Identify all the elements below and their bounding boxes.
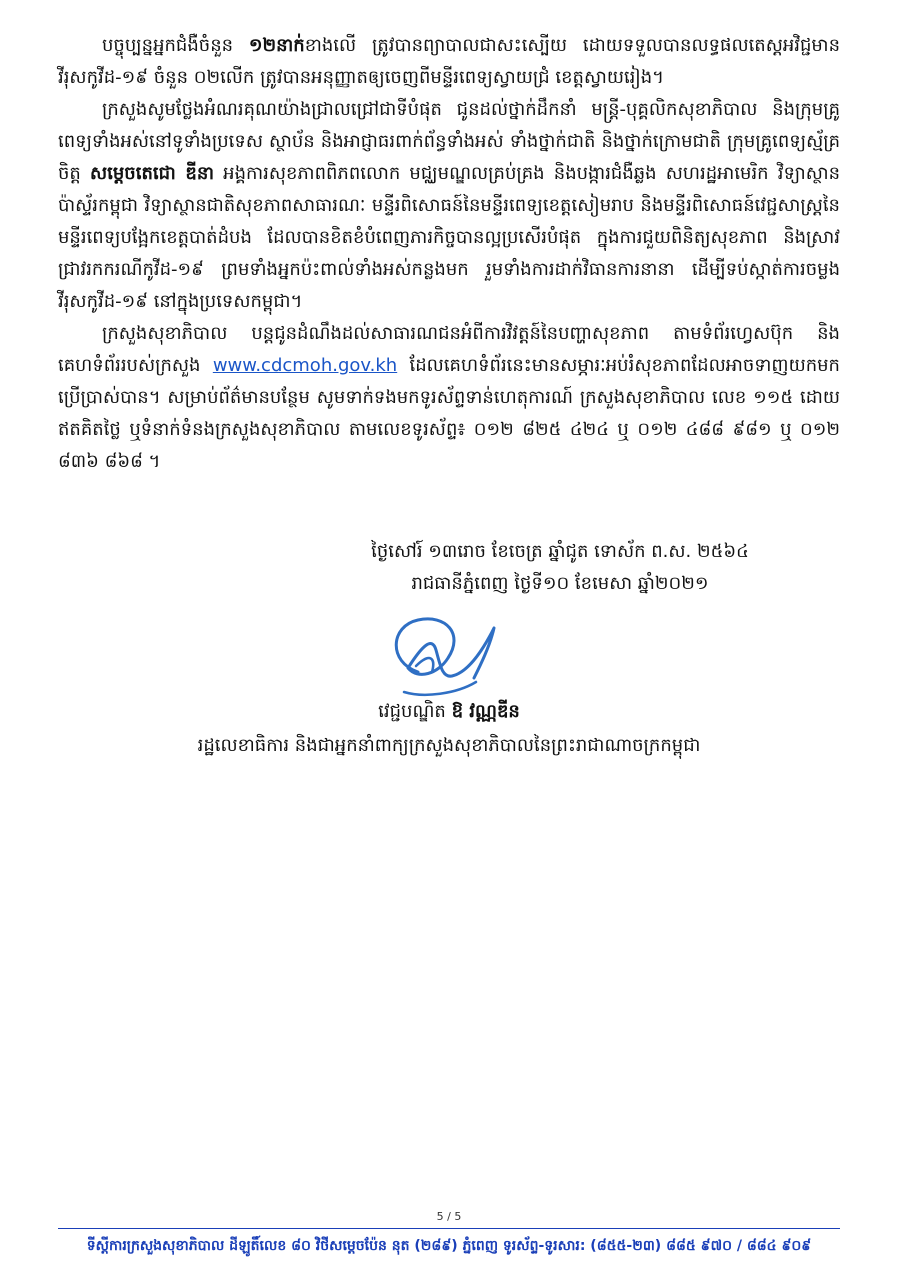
letter-body bbox=[58, 30, 840, 478]
signer-title: រដ្ឋលេខាធិការ និងជាអ្នកនាំពាក្យក្រសួងសុខាភិបាលនៃព្រះរាជាណាចក្រកម្ពុជា bbox=[197, 735, 701, 756]
paragraph-notice-text-1: ក្រសួងសុខាភិបាល បន្តជូនដំណឹងដល់សាធារណជនអំពីការវិវត្តន៍នៃបញ្ហាសុខភាព តាមទំព័រហ្វេសប៊ុក និងគេហទំព័ររបស់ក្រសួង bbox=[58, 323, 840, 376]
signer-name: ឱ វណ្ណឌីន bbox=[451, 701, 520, 722]
page-number: 5 / 5 bbox=[436, 1210, 462, 1223]
paragraph-thanks-text-2: អង្គការសុខភាពពិភពលោក មជ្ឈមណ្ឌលគ្រប់គ្រង និងបង្ការជំងឺឆ្លង សហរដ្ឋអាមេរិក វិទ្យាស្ថានប៉ាស្ទ័រកម្ពុជា វិទ្យាស្ថានជាតិសុខភាពសាធារណៈ មន្ទីរពិសោធន៍នៃមន្ទីរពេទ្យខេត្តសៀមរាប និងមន្ទីរពិសោធន៍វេជ្ជសាស្ត្រនៃមន្ទីរពេទ្យបង្អែកខេត្តបាត់ដំបង ដែលបានខិតខំបំពេញភារកិច្ចបានល្អប្រសើរបំផុត ក្នុងការជួយពិនិត្យសុខភាព និងស្រាវជ្រាវរកករណីកូវីដ-១៩ ព្រមទាំងអ្នកប៉ះពាល់ទាំងអស់កន្លងមក រួមទាំងការដាក់វិធានការនានា ដើម្បីទប់ស្កាត់ការចម្លងវីរុសកូវីដ-១៩ នៅក្នុងប្រទេសកម្ពុជា។ bbox=[58, 163, 840, 312]
signer-prefix: វេជ្ជបណ្ឌិត bbox=[378, 701, 452, 722]
paragraph-recovery bbox=[58, 30, 840, 94]
paragraph-notice-text-2: ដែលគេហទំព័រនេះមានសម្ភារៈអប់រំសុខភាពដែលអាចទាញយកមកប្រើប្រាស់បាន។ សម្រាប់ព័ត៌មានបន្ថែម សូមទាក់ទងមកទូរស័ព្ទទាន់ហេតុការណ៍ ក្រសួងសុខាភិបាល លេខ ១១៥ ដោយឥតគិតថ្លៃ ឬទំនាក់ទំនងក្រសួងសុខាភិបាល តាមលេខទូរស័ព្ទ៖ ០១២ ៨២៥ ៤២៤ ឬ ០១២ ៤៨៨ ៩៨១ ឬ ០១២ ៨៣៦ ៨៦៨ ។ bbox=[58, 355, 840, 472]
paragraph-notice bbox=[58, 318, 840, 478]
volunteer-group-name: សម្តេចតេជោ ឌីនា bbox=[90, 163, 214, 184]
paragraph-thanks bbox=[58, 94, 840, 318]
footer-address: ទីស្តីការក្រសួងសុខាភិបាល ដីឡូតិ៍លេខ ៨០ វិថីសម្តេចប៉ែន នុត (២៨៩) ភ្នំពេញ ទូរស័ព្ទ-ទូរសារ: (៨៥៥-២៣) ៨៨៥ ៩៧០ / ៨៨៤ ៩០៩ bbox=[86, 1238, 812, 1254]
paragraph-recovery-text-2: ខាងលើ ត្រូវបានព្យាបាលជាសះស្បើយ ដោយទទួលបានលទ្ធផលតេស្តអវិជ្ជមានវីរុសកូវីដ-១៩ ចំនួន ០២លើក ត្រូវបានអនុញ្ញាតឲ្យចេញពីមន្ទីរពេទ្យស្វាយជ្រំ ខេត្តស្វាយរៀង។ bbox=[58, 35, 840, 88]
recovered-count: ១២នាក់ bbox=[248, 35, 305, 56]
paragraph-recovery-text-1: បច្ចុប្បន្នអ្នកជំងឺចំនួន bbox=[102, 35, 249, 56]
date-solar: រាជធានីភ្នំពេញ ថ្ងៃទី១០ ខែមេសា ឆ្នាំ២០២១ bbox=[411, 573, 709, 594]
date-lunar: ថ្ងៃសៅរ៍ ១៣រោច ខែចេត្រ ឆ្នាំជូត ទោស័ក ព.ស. ២៥៦៤ bbox=[371, 541, 749, 562]
signature-image bbox=[378, 606, 518, 702]
footer-divider bbox=[58, 1228, 840, 1229]
website-link[interactable]: www.cdcmoh.gov.kh bbox=[212, 355, 398, 376]
paragraph-thanks-text-1: ក្រសួងសូមថ្លែងអំណរគុណយ៉ាងជ្រាលជ្រៅជាទីបំផុត ជូនដល់ថ្នាក់ដឹកនាំ មន្ត្រី-បុគ្គលិកសុខាភិបាល និងក្រុមគ្រូពេទ្យទាំងអស់នៅទូទាំងប្រទេស ស្ថាប័ន និងអាជ្ញាធរពាក់ព័ន្ធទាំងអស់ ទាំងថ្នាក់ជាតិ និងថ្នាក់ក្រោមជាតិ ក្រុមគ្រូពេទ្យស្ម័គ្រចិត្ត bbox=[58, 99, 840, 184]
signer-name-line bbox=[0, 698, 898, 726]
date-block bbox=[330, 536, 790, 600]
